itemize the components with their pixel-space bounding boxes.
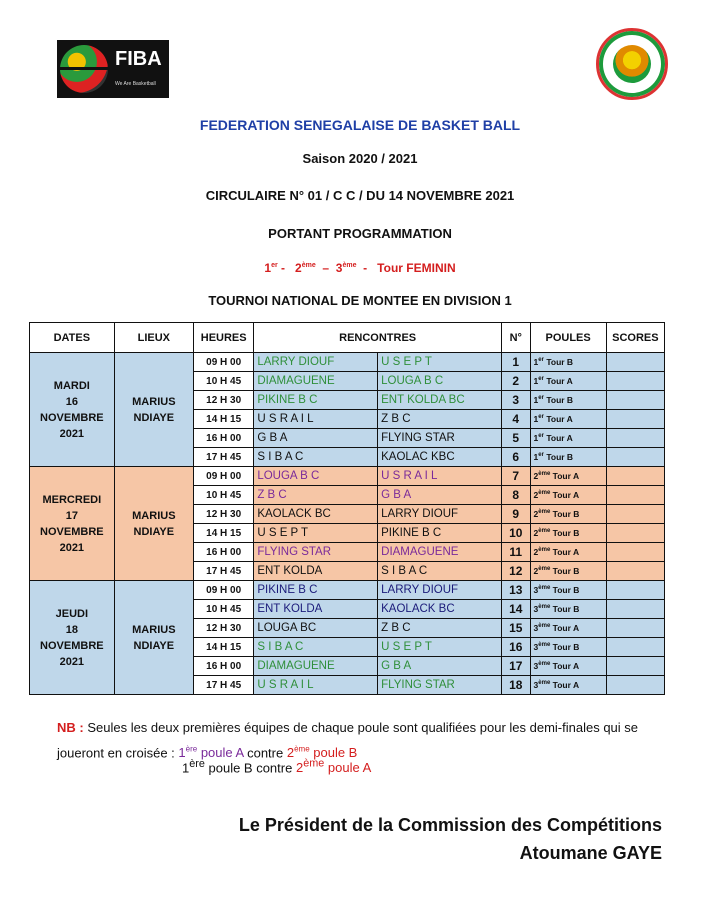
score-cell — [606, 657, 664, 676]
home-team-cell: G B A — [254, 429, 378, 448]
date-day: MARDI — [53, 379, 90, 392]
away-team-cell: U S R A I L — [378, 467, 502, 486]
pool-cell: 3ème Tour B — [530, 638, 606, 657]
match-number-cell: 14 — [501, 600, 530, 619]
date-month: NOVEMBRE — [40, 525, 104, 538]
date-day: MERCREDI — [42, 493, 102, 506]
table-row — [30, 467, 665, 486]
score-cell — [606, 486, 664, 505]
date-date: 17 — [65, 509, 78, 522]
match-number-cell: 13 — [501, 581, 530, 600]
time-cell: 14 H 15 — [194, 638, 254, 657]
home-team-cell: DIAMAGUENE — [254, 657, 378, 676]
pool-cell: 2ème Tour A — [530, 543, 606, 562]
signatory-name: Atoumane GAYE — [519, 843, 662, 863]
date-cell — [30, 581, 115, 695]
federation-title: FEDERATION SENEGALAISE DE BASKET BALL — [199, 117, 521, 133]
tournament-title: TOURNOI NATIONAL DE MONTEE EN DIVISION 1 — [208, 293, 512, 308]
score-cell — [606, 524, 664, 543]
time-cell: 12 H 30 — [194, 619, 254, 638]
away-team-cell: Z B C — [378, 410, 502, 429]
qualification-note-line2: 1ère poule B contre 2ème poule A — [182, 758, 372, 776]
pool-cell: 2ème Tour B — [530, 505, 606, 524]
tour-1-num: 1 — [264, 261, 272, 275]
match-number-cell: 8 — [501, 486, 530, 505]
tour-2-sup: ème — [301, 262, 316, 269]
federation-seal-logo — [596, 28, 668, 100]
score-cell — [606, 429, 664, 448]
date-cell — [30, 467, 115, 581]
note-line2-b: 2ème poule A — [295, 758, 372, 776]
tour-feminin-line: 1er - 2ème – 3ème - Tour FEMININ — [264, 261, 456, 275]
fiba-wordmark: FIBA — [115, 48, 162, 70]
score-cell — [606, 505, 664, 524]
date-year: 2021 — [59, 427, 85, 440]
date-year: 2021 — [59, 655, 85, 668]
venue-venue1: MARIUS — [132, 395, 176, 408]
away-team-cell: ENT KOLDA BC — [378, 391, 502, 410]
date-cell — [30, 353, 115, 467]
pool-cell: 1er Tour A — [530, 372, 606, 391]
match-number-cell: 3 — [501, 391, 530, 410]
match-number-cell: 11 — [501, 543, 530, 562]
header-number: N° — [501, 323, 530, 353]
time-cell: 12 H 30 — [194, 505, 254, 524]
away-team-cell: U S E P T — [378, 638, 502, 657]
tour-2-num: 2 — [295, 261, 302, 275]
home-team-cell: PIKINE B C — [254, 391, 378, 410]
away-team-cell: FLYING STAR — [378, 429, 502, 448]
venue-venue2: NDIAYE — [133, 411, 175, 424]
fiba-logo — [57, 40, 169, 98]
note-label: NB : — [57, 720, 84, 735]
circular-reference: CIRCULAIRE N° 01 / C C / DU 14 NOVEMBRE 2021 — [205, 188, 515, 203]
time-cell: 16 H 00 — [194, 543, 254, 562]
header-dates: DATES — [30, 323, 115, 353]
season-line: Saison 2020 / 2021 — [302, 151, 418, 166]
pool-cell: 2ème Tour A — [530, 467, 606, 486]
home-team-cell: PIKINE B C — [254, 581, 378, 600]
home-team-cell: LARRY DIOUF — [254, 353, 378, 372]
time-cell: 16 H 00 — [194, 429, 254, 448]
pool-cell: 1er Tour A — [530, 410, 606, 429]
away-team-cell: S I B A C — [378, 562, 502, 581]
score-cell — [606, 600, 664, 619]
match-number-cell: 17 — [501, 657, 530, 676]
pool-cell: 2ème Tour B — [530, 524, 606, 543]
time-cell: 16 H 00 — [194, 657, 254, 676]
fiba-tagline: We Are Basketball — [115, 81, 156, 87]
home-team-cell: FLYING STAR — [254, 543, 378, 562]
away-team-cell: G B A — [378, 657, 502, 676]
pool-cell: 3ème Tour A — [530, 657, 606, 676]
header-lieux: LIEUX — [114, 323, 193, 353]
time-cell: 10 H 45 — [194, 486, 254, 505]
tour-3-sup: ème — [342, 262, 357, 269]
score-cell — [606, 638, 664, 657]
date-date: 16 — [65, 395, 78, 408]
header-scores: SCORES — [606, 323, 664, 353]
header-rencontres: RENCONTRES — [254, 323, 502, 353]
away-team-cell: PIKINE B C — [378, 524, 502, 543]
away-team-cell: LARRY DIOUF — [378, 505, 502, 524]
date-date: 18 — [65, 623, 78, 636]
pool-cell: 2ème Tour B — [530, 562, 606, 581]
match-number-cell: 18 — [501, 676, 530, 695]
time-cell: 09 H 00 — [194, 353, 254, 372]
time-cell: 12 H 30 — [194, 391, 254, 410]
time-cell: 17 H 45 — [194, 676, 254, 695]
venue-venue1: MARIUS — [132, 509, 176, 522]
away-team-cell: FLYING STAR — [378, 676, 502, 695]
away-team-cell: U S E P T — [378, 353, 502, 372]
date-month: NOVEMBRE — [40, 639, 104, 652]
away-team-cell: DIAMAGUENE — [378, 543, 502, 562]
home-team-cell: LOUGA B C — [254, 467, 378, 486]
basketball-icon — [60, 45, 108, 93]
match-number-cell: 15 — [501, 619, 530, 638]
time-cell: 09 H 00 — [194, 467, 254, 486]
note-line1-mid: contre — [243, 745, 287, 761]
match-number-cell: 7 — [501, 467, 530, 486]
score-cell — [606, 372, 664, 391]
venue-venue2: NDIAYE — [133, 639, 175, 652]
time-cell: 09 H 00 — [194, 581, 254, 600]
header-heures: HEURES — [194, 323, 254, 353]
venue-cell — [114, 353, 193, 467]
note-line1-b: 2ème poule B — [286, 745, 358, 761]
home-team-cell: S I B A C — [254, 638, 378, 657]
table-header-row — [30, 323, 665, 353]
programming-title: PORTANT PROGRAMMATION — [268, 226, 452, 241]
venue-cell — [114, 467, 193, 581]
time-cell: 17 H 45 — [194, 448, 254, 467]
away-team-cell: Z B C — [378, 619, 502, 638]
pool-cell: 3ème Tour A — [530, 619, 606, 638]
score-cell — [606, 619, 664, 638]
schedule-table — [29, 322, 665, 695]
away-team-cell: LOUGA B C — [378, 372, 502, 391]
pool-cell: 2ème Tour A — [530, 486, 606, 505]
date-year: 2021 — [59, 541, 85, 554]
venue-venue2: NDIAYE — [133, 525, 175, 538]
match-number-cell: 4 — [501, 410, 530, 429]
basketball-player-emblem-icon — [613, 45, 651, 83]
tour-label: Tour FEMININ — [377, 261, 456, 275]
pool-cell: 1er Tour B — [530, 353, 606, 372]
home-team-cell: LOUGA BC — [254, 619, 378, 638]
home-team-cell: U S E P T — [254, 524, 378, 543]
score-cell — [606, 410, 664, 429]
away-team-cell: LARRY DIOUF — [378, 581, 502, 600]
time-cell: 17 H 45 — [194, 562, 254, 581]
note-line1-a: 1ère poule A — [178, 745, 244, 761]
venue-cell — [114, 581, 193, 695]
away-team-cell: KAOLACK BC — [378, 600, 502, 619]
home-team-cell: S I B A C — [254, 448, 378, 467]
tour-1-sup: er — [271, 262, 278, 269]
match-number-cell: 6 — [501, 448, 530, 467]
pool-cell: 1er Tour A — [530, 429, 606, 448]
table-row — [30, 581, 665, 600]
home-team-cell: DIAMAGUENE — [254, 372, 378, 391]
header-poules: POULES — [530, 323, 606, 353]
signatory-title: Le Président de la Commission des Compétitions — [238, 815, 662, 835]
score-cell — [606, 581, 664, 600]
match-number-cell: 1 — [501, 353, 530, 372]
home-team-cell: ENT KOLDA — [254, 600, 378, 619]
home-team-cell: U S R A I L — [254, 676, 378, 695]
away-team-cell: KAOLAC KBC — [378, 448, 502, 467]
match-number-cell: 2 — [501, 372, 530, 391]
home-team-cell: Z B C — [254, 486, 378, 505]
pool-cell: 3ème Tour A — [530, 676, 606, 695]
home-team-cell: U S R A I L — [254, 410, 378, 429]
pool-cell: 1er Tour B — [530, 391, 606, 410]
match-number-cell: 16 — [501, 638, 530, 657]
time-cell: 10 H 45 — [194, 600, 254, 619]
date-day: JEUDI — [55, 607, 89, 620]
date-month: NOVEMBRE — [40, 411, 104, 424]
match-number-cell: 10 — [501, 524, 530, 543]
home-team-cell: ENT KOLDA — [254, 562, 378, 581]
score-cell — [606, 543, 664, 562]
time-cell: 10 H 45 — [194, 372, 254, 391]
time-cell: 14 H 15 — [194, 410, 254, 429]
time-cell: 14 H 15 — [194, 524, 254, 543]
match-number-cell: 5 — [501, 429, 530, 448]
score-cell — [606, 448, 664, 467]
tour-3-num: 3 — [335, 261, 343, 275]
score-cell — [606, 562, 664, 581]
venue-venue1: MARIUS — [132, 623, 176, 636]
score-cell — [606, 676, 664, 695]
pool-cell: 3ème Tour B — [530, 581, 606, 600]
note-text: Seules les deux premières équipes de chaque poule sont qualifiées pour les demi-finales qui se joueront en croisée : — [57, 720, 639, 761]
away-team-cell: G B A — [378, 486, 502, 505]
score-cell — [606, 467, 664, 486]
pool-cell: 3ème Tour B — [530, 600, 606, 619]
score-cell — [606, 391, 664, 410]
score-cell — [606, 353, 664, 372]
home-team-cell: KAOLACK BC — [254, 505, 378, 524]
pool-cell: 1er Tour B — [530, 448, 606, 467]
table-row — [30, 353, 665, 372]
match-number-cell: 12 — [501, 562, 530, 581]
match-number-cell: 9 — [501, 505, 530, 524]
